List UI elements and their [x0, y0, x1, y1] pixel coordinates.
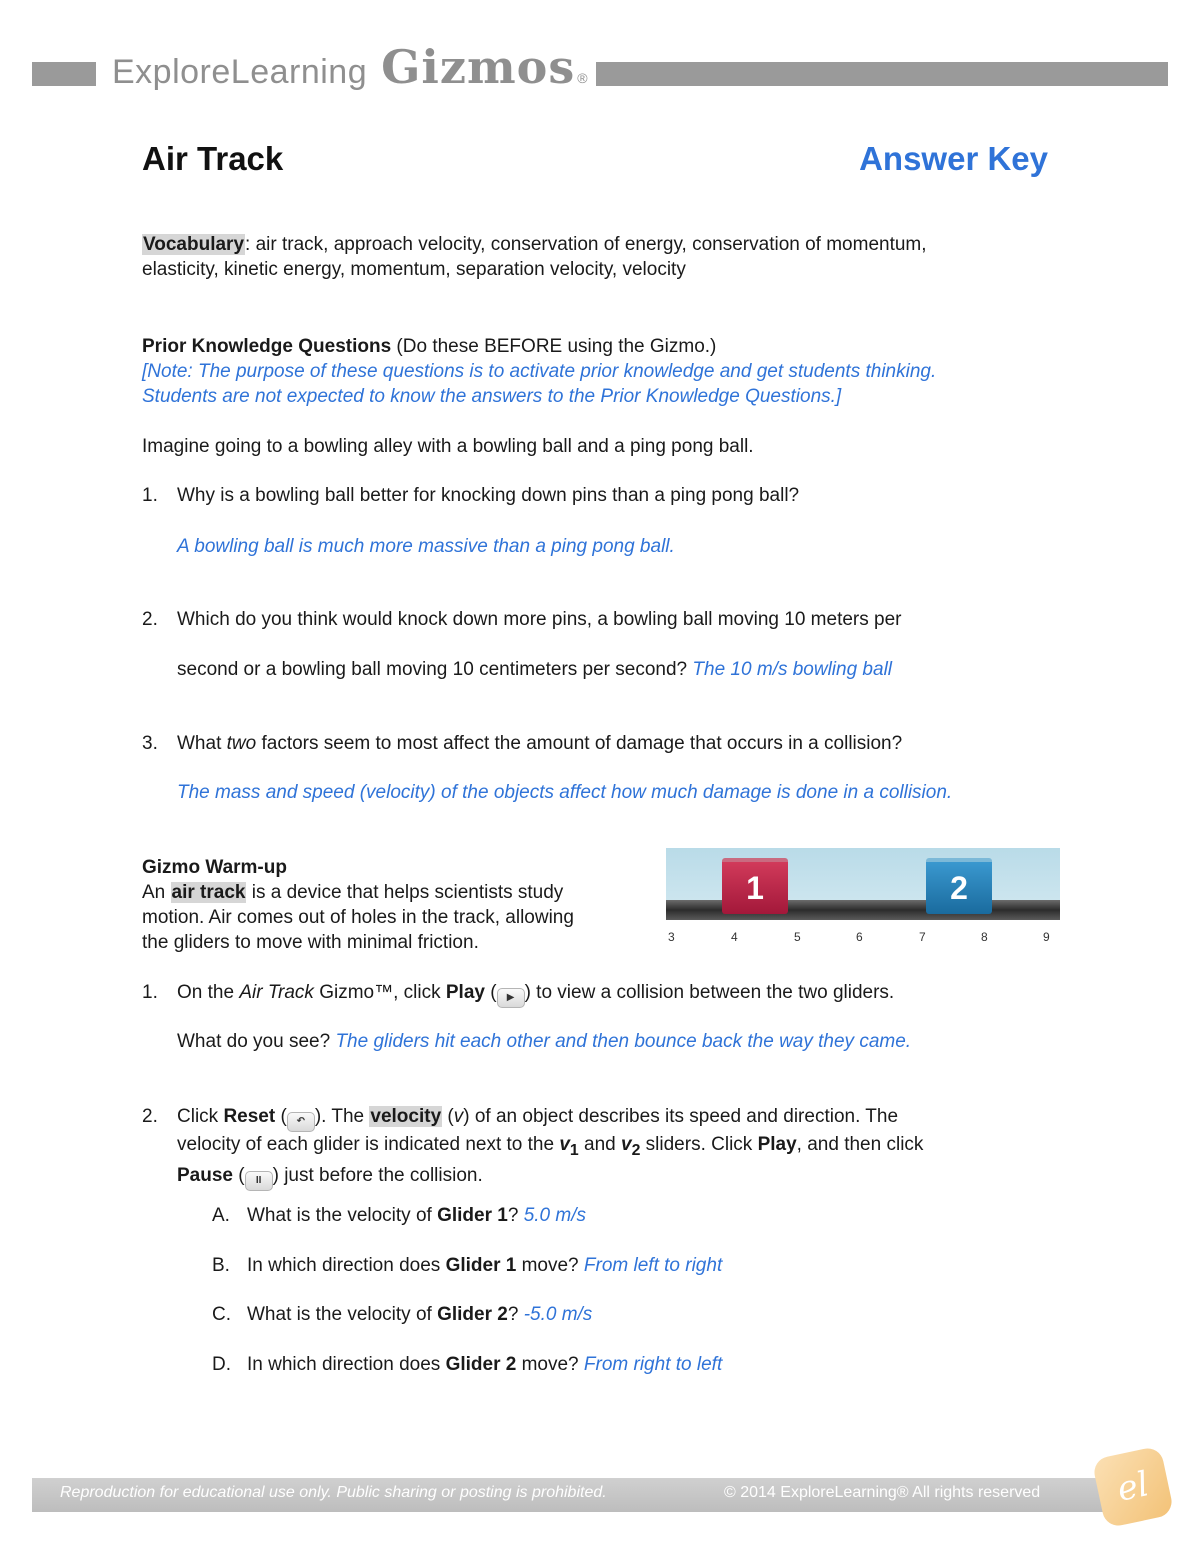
sub-c-pre: What is the velocity of	[247, 1304, 438, 1325]
pk-question-3	[177, 731, 902, 756]
air-track-term: air track	[171, 882, 246, 903]
step2-line2-c: sliders. Click	[640, 1134, 758, 1155]
sub-a-pre: What is the velocity of	[247, 1205, 438, 1226]
prior-knowledge-title: Prior Knowledge Questions	[142, 336, 392, 357]
logo-mark: el	[1113, 1464, 1153, 1510]
sub-c-answer: -5.0 m/s	[523, 1304, 593, 1325]
pk-answer-1: A bowling ball is much more massive than a ping pong ball.	[177, 536, 675, 557]
step1-question-text: What do you see?	[177, 1031, 331, 1052]
sub-d-post: move?	[516, 1354, 579, 1375]
prior-knowledge-heading	[142, 334, 716, 359]
sub-question-c-letter: C.	[212, 1304, 231, 1325]
step1-answer: The gliders hit each other and then bounce back the way they came.	[335, 1031, 912, 1052]
header-bar-left	[32, 62, 96, 86]
prior-intro: Imagine going to a bowling alley with a bowling ball and a ping pong ball.	[142, 436, 754, 457]
warmup-step-1-question	[177, 1029, 911, 1054]
step2-line2-b: and	[578, 1134, 621, 1155]
v2-subscript: 2	[631, 1141, 641, 1159]
step2-b: ). The	[314, 1106, 370, 1127]
warmup-line2: motion. Air comes out of holes in the track, allowing	[142, 907, 574, 928]
pk-question-2-line1: Which do you think would knock down more pins, a bowling ball moving 10 meters per	[177, 609, 902, 630]
registered-mark: ®	[577, 70, 588, 86]
vocabulary-section	[142, 232, 927, 282]
sub-b-glider: Glider 1	[445, 1255, 517, 1276]
step1-pre: On the	[177, 982, 240, 1003]
vocabulary-line2: elasticity, kinetic energy, momentum, separation velocity, velocity	[142, 259, 686, 280]
step1-post: ) to view a collision between the two gliders.	[524, 982, 895, 1003]
sub-d-answer: From right to left	[583, 1354, 723, 1375]
v1-symbol: v	[559, 1134, 570, 1155]
step2-reset-label: Reset	[223, 1106, 276, 1127]
product-name: Gizmos	[381, 40, 576, 94]
pk-question-3-pre: What	[177, 733, 227, 754]
velocity-symbol: v	[453, 1106, 464, 1127]
air-track-illustration	[666, 848, 1060, 948]
warmup-step-2: Click Reset ( ↶ ). The velocity (v) of an object describes its speed and direction. The velocity of each glider is indicated next to the $v_1$ and $v_2$ sliders. Click Play, and then click Pause ( II ) just before the collision.	[177, 1104, 923, 1191]
pk-question-3-number: 3.	[142, 733, 158, 754]
brand-logo	[112, 40, 588, 104]
warmup-line1-post: is a device that helps scientists study	[246, 882, 564, 903]
vocabulary-label: Vocabulary	[143, 234, 245, 255]
sub-d-pre: In which direction does	[247, 1354, 446, 1375]
warmup-line3: the gliders to move with minimal friction.	[142, 932, 479, 953]
sub-question-d	[247, 1352, 722, 1377]
sub-c-post: ?	[507, 1304, 519, 1325]
sub-question-d-letter: D.	[212, 1354, 231, 1375]
track-tick-label: 5	[794, 930, 801, 944]
teacher-note-line1: [Note: The purpose of these questions is to activate prior knowledge and get students thinking.	[142, 361, 937, 382]
warmup-line1	[142, 880, 574, 905]
sub-b-post: move?	[516, 1255, 579, 1276]
sub-question-a	[247, 1203, 586, 1228]
v2-symbol: v	[621, 1134, 632, 1155]
header-bar-right	[596, 62, 1168, 86]
step1-mid: Gizmo™, click	[313, 982, 446, 1003]
warmup-step-1: On the Air Track Gizmo™, click Play ( ▶ ) to view a collision between the two gliders.	[177, 980, 894, 1008]
explorelearning-logo-icon	[1091, 1445, 1174, 1528]
sub-a-post: ?	[507, 1205, 519, 1226]
reset-icon: ↶	[287, 1112, 315, 1132]
step1-gizmo-name: Air Track	[239, 982, 314, 1003]
track-tick-label: 9	[1043, 930, 1050, 944]
track-tick-label: 7	[919, 930, 926, 944]
answer-key-label: Answer Key	[859, 140, 1048, 177]
teacher-note	[142, 359, 936, 409]
step2-play-label: Play	[757, 1134, 797, 1155]
sub-question-b-letter: B.	[212, 1255, 230, 1276]
footer-copyright: © 2014 ExploreLearning® All rights reserved	[724, 1484, 1041, 1501]
step1-play-label: Play	[445, 982, 485, 1003]
sub-b-pre: In which direction does	[247, 1255, 446, 1276]
play-icon: ▶	[497, 988, 525, 1008]
sub-question-a-letter: A.	[212, 1205, 230, 1226]
step2-line3: ) just before the collision.	[272, 1164, 483, 1186]
warmup-heading: Gizmo Warm-up	[142, 857, 287, 878]
step2-c: (	[442, 1106, 454, 1127]
footer-usage-notice: Reproduction for educational use only. Public sharing or posting is prohibited.	[60, 1484, 607, 1501]
sub-b-answer: From left to right	[583, 1255, 723, 1276]
sub-d-glider: Glider 2	[445, 1354, 517, 1375]
sub-question-b	[247, 1253, 722, 1278]
pk-answer-2: The 10 m/s bowling ball	[692, 659, 893, 680]
glider-1: 1	[722, 858, 788, 914]
sub-question-c	[247, 1302, 592, 1327]
brand-name: ExploreLearning	[112, 53, 368, 91]
warmup-section	[142, 855, 574, 955]
track-tick-label: 8	[981, 930, 988, 944]
step2-d: ) of an object describes its speed and direction. The	[463, 1106, 899, 1127]
warmup-step-1-number: 1.	[142, 982, 158, 1003]
velocity-term: velocity	[370, 1106, 442, 1127]
vocabulary-line1: : air track, approach velocity, conservation of energy, conservation of momentum,	[245, 234, 927, 255]
pk-question-2-line2	[177, 657, 892, 682]
page-title: Air Track	[142, 140, 284, 177]
v1-subscript: 1	[569, 1141, 579, 1159]
pk-question-2-text: second or a bowling ball moving 10 centimeters per second?	[177, 659, 688, 680]
sub-a-glider: Glider 1	[437, 1205, 508, 1226]
pk-question-3-post: factors seem to most affect the amount of damage that occurs in a collision?	[256, 733, 903, 754]
warmup-step-2-number: 2.	[142, 1106, 158, 1127]
pk-question-1-number: 1.	[142, 485, 158, 506]
warmup-line1-pre: An	[142, 882, 171, 903]
prior-knowledge-subtitle: (Do these BEFORE using the Gizmo.)	[391, 336, 717, 357]
step2-a: Click	[177, 1106, 224, 1127]
step2-line2-a: velocity of each glider is indicated next to the	[177, 1134, 560, 1155]
pk-question-2-number: 2.	[142, 609, 158, 630]
pk-question-1: Why is a bowling ball better for knocking down pins than a ping pong ball?	[177, 485, 800, 506]
teacher-note-line2: Students are not expected to know the answers to the Prior Knowledge Questions.]	[142, 386, 842, 407]
track-tick-label: 3	[668, 930, 675, 944]
step2-line2-d: , and then click	[796, 1134, 924, 1155]
track-tick-label: 6	[856, 930, 863, 944]
sub-a-answer: 5.0 m/s	[523, 1205, 586, 1226]
pause-icon: II	[245, 1171, 273, 1191]
pk-answer-3: The mass and speed (velocity) of the objects affect how much damage is done in a collision.	[177, 782, 953, 803]
glider-2: 2	[926, 858, 992, 914]
pk-question-3-emphasis: two	[226, 733, 257, 754]
sub-c-glider: Glider 2	[437, 1304, 508, 1325]
track-tick-label: 4	[731, 930, 738, 944]
step2-pause-label: Pause	[177, 1164, 233, 1186]
